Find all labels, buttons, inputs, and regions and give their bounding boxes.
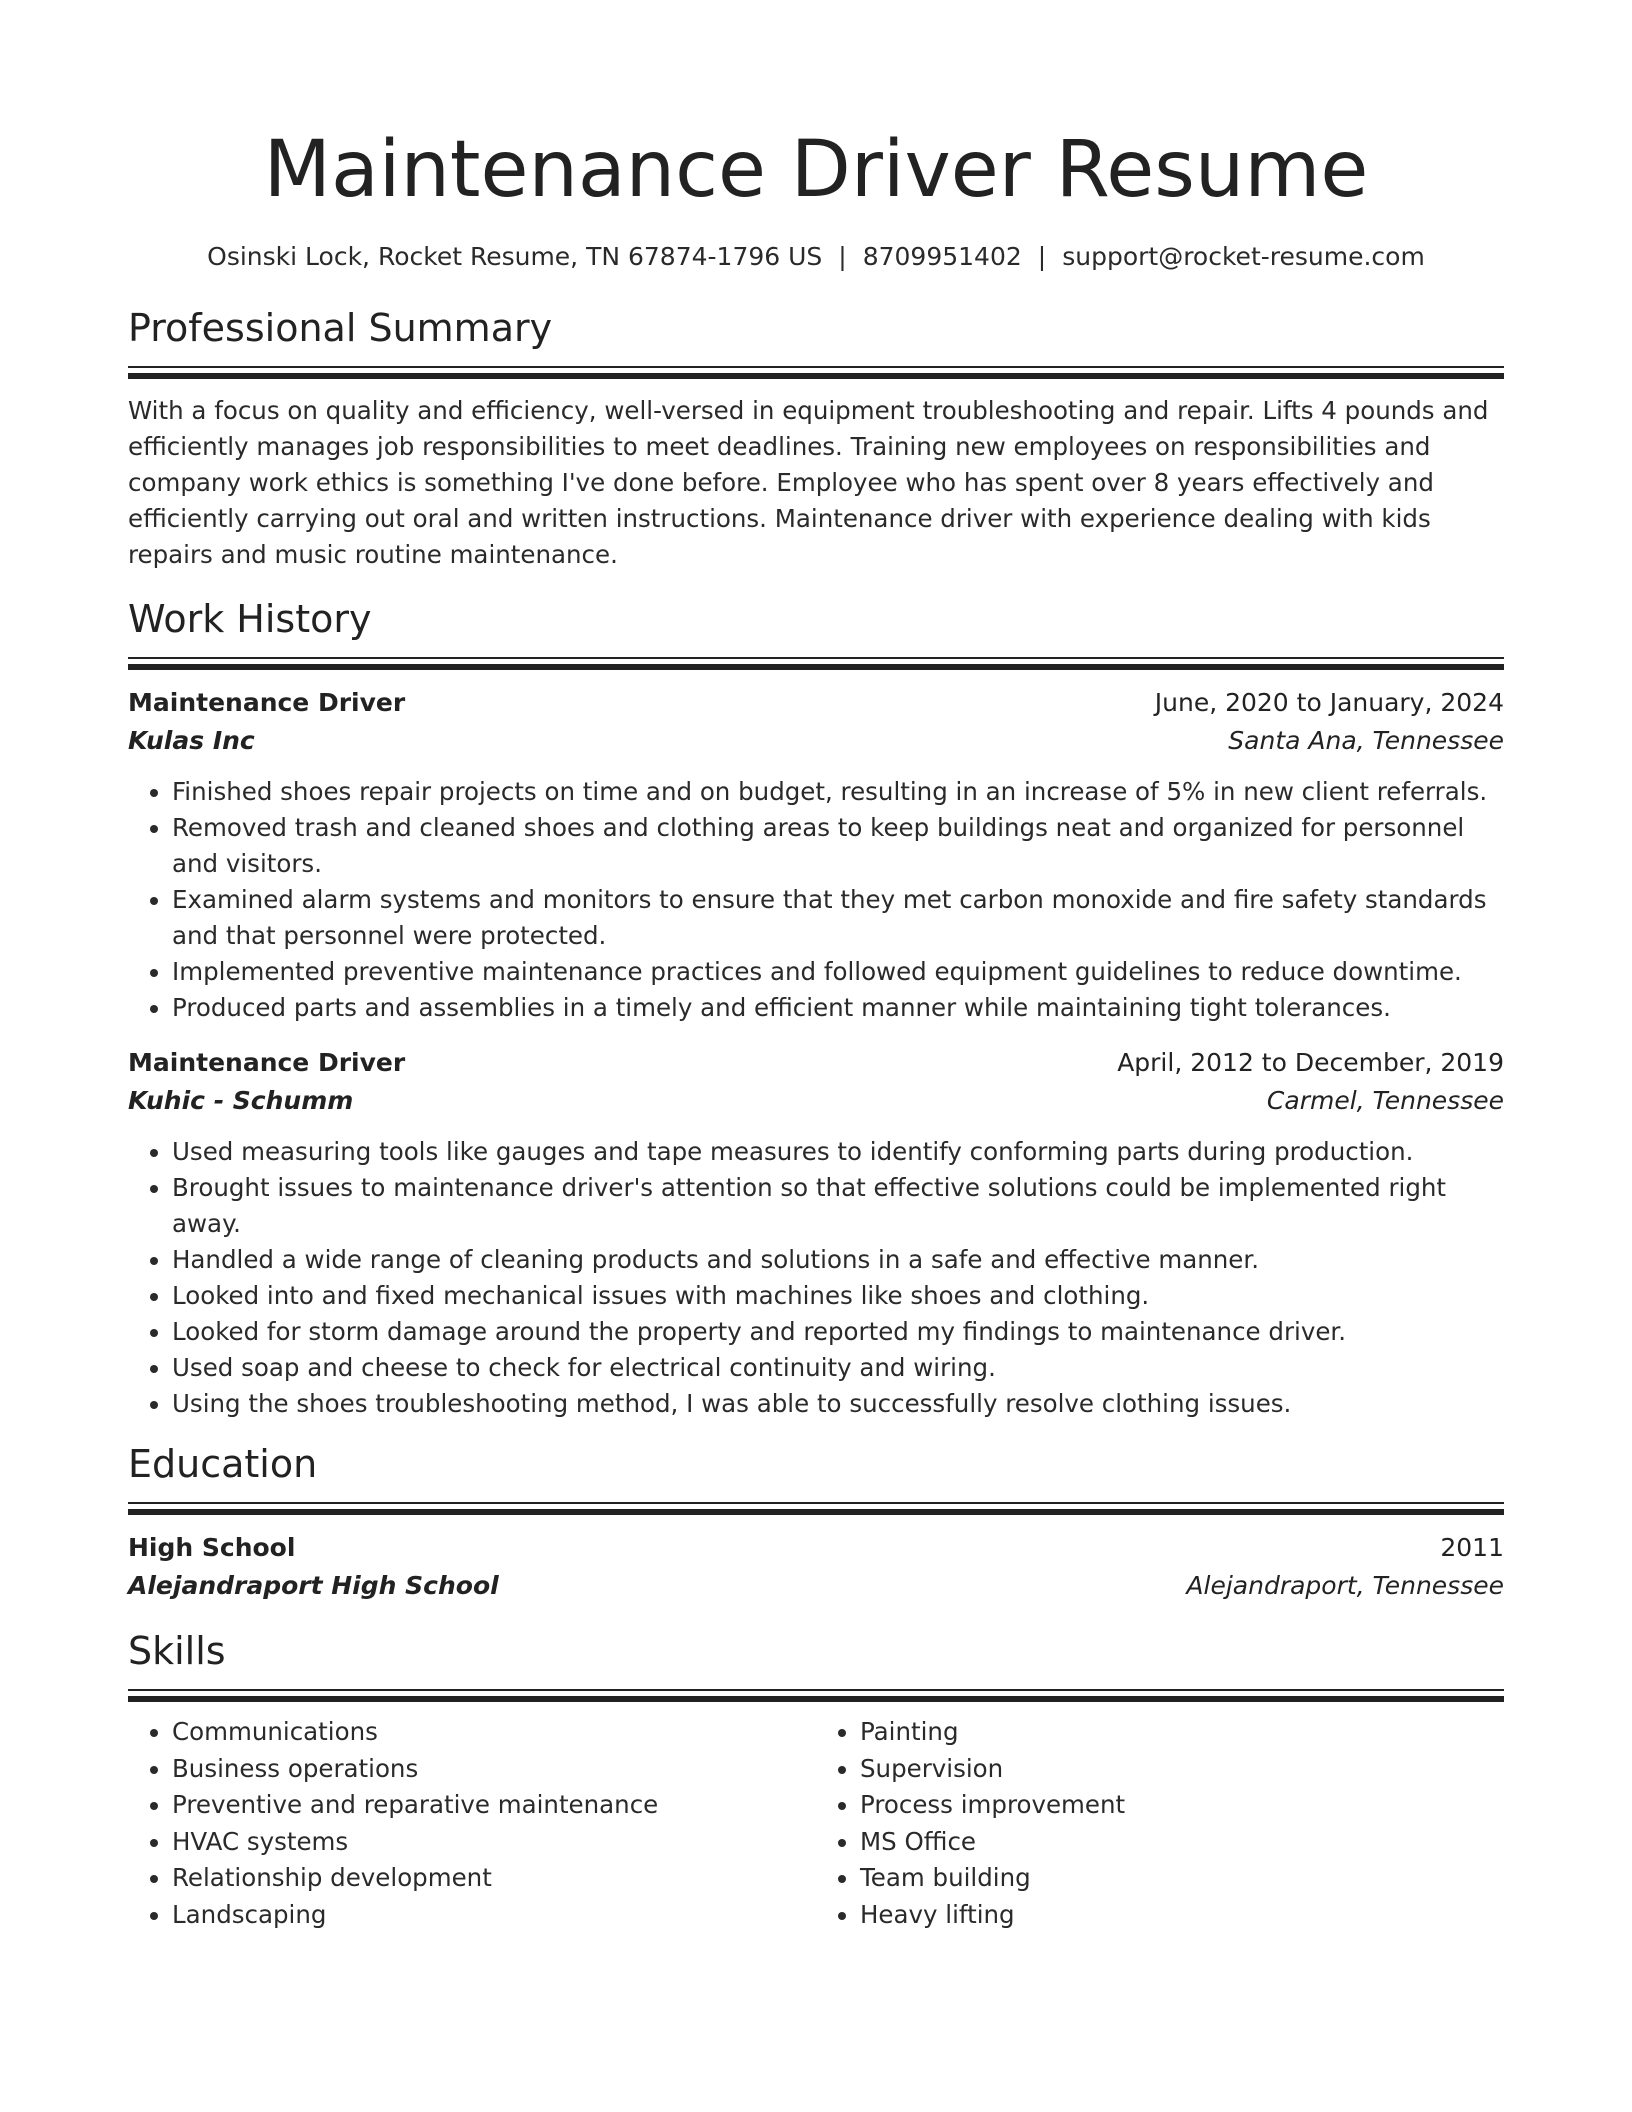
contact-line bbox=[128, 240, 1504, 274]
education-heading: Education bbox=[128, 1442, 318, 1486]
summary-section bbox=[128, 304, 1504, 573]
education-section bbox=[128, 1440, 1504, 1605]
skill-item: • MS Office bbox=[860, 1824, 1504, 1861]
section-divider bbox=[128, 657, 1504, 670]
job-location: Santa Ana, Tennessee bbox=[1228, 726, 1504, 755]
job-dates: April, 2012 to December, 2019 bbox=[1117, 1048, 1504, 1077]
job-location: Carmel, Tennessee bbox=[1266, 1086, 1504, 1115]
summary-text: With a focus on quality and efficiency, well-versed in equipment troubleshooting and repair. Lifts 4 pounds and efficiently manages job responsibilities to meet deadlines. Training new employees on responsibilities and company work ethics is something I've done before. Employee who has spent over 8 years effectively and efficiently carrying out oral and written instructions. Maintenance driver with experience dealing with kids repairs and music routine maintenance. bbox=[128, 396, 1489, 569]
education-entry bbox=[128, 1529, 1504, 1605]
job-title: Maintenance Driver bbox=[128, 1048, 406, 1077]
job-title: Maintenance Driver bbox=[128, 688, 406, 717]
list-item: • Examined alarm systems and monitors to ensure that they met carbon monoxide and fire safety standards and that personnel were protected. bbox=[172, 882, 1504, 954]
job-dates: June, 2020 to January, 2024 bbox=[1154, 688, 1504, 717]
education-year: 2011 bbox=[1440, 1533, 1504, 1562]
skill-item: • Team building bbox=[860, 1860, 1504, 1897]
list-item: • Looked into and fixed mechanical issues with machines like shoes and clothing. bbox=[172, 1278, 1504, 1314]
job-company: Kuhic - Schumm bbox=[128, 1086, 354, 1115]
skill-item: • Business operations bbox=[172, 1751, 816, 1788]
list-item: • Used measuring tools like gauges and tape measures to identify conforming parts during production. bbox=[172, 1134, 1504, 1170]
list-item: • Finished shoes repair projects on time and on budget, resulting in an increase of 5% in new client referrals. bbox=[172, 774, 1504, 810]
contact-address: Osinski Lock, Rocket Resume, TN 67874-1796 US bbox=[207, 242, 823, 271]
education-degree: High School bbox=[128, 1533, 296, 1562]
page-title: Maintenance Driver Resume bbox=[263, 125, 1369, 215]
skill-item: • Process improvement bbox=[860, 1787, 1504, 1824]
education-school: Alejandraport High School bbox=[128, 1571, 499, 1600]
skills-heading: Skills bbox=[128, 1629, 226, 1673]
skill-item: • Painting bbox=[860, 1714, 1504, 1751]
job-bullets bbox=[128, 1134, 1504, 1422]
contact-separator: | bbox=[1037, 242, 1047, 271]
skill-item: • Heavy lifting bbox=[860, 1897, 1504, 1934]
education-location: Alejandraport, Tennessee bbox=[1186, 1571, 1504, 1600]
list-item: • Using the shoes troubleshooting method, I was able to successfully resolve clothing issues. bbox=[172, 1386, 1504, 1422]
contact-phone: 8709951402 bbox=[862, 242, 1022, 271]
skill-item: • HVAC systems bbox=[172, 1824, 816, 1861]
contact-separator: | bbox=[838, 242, 847, 271]
work-history-heading: Work History bbox=[128, 597, 372, 641]
list-item: • Implemented preventive maintenance practices and followed equipment guidelines to reduce downtime. bbox=[172, 954, 1504, 990]
job-entry bbox=[128, 684, 1504, 1026]
list-item: • Removed trash and cleaned shoes and clothing areas to keep buildings neat and organized for personnel and visitors. bbox=[172, 810, 1504, 882]
skill-item: • Relationship development bbox=[172, 1860, 816, 1897]
list-item: • Handled a wide range of cleaning products and solutions in a safe and effective manner. bbox=[172, 1242, 1504, 1278]
skill-item: • Preventive and reparative maintenance bbox=[172, 1787, 816, 1824]
section-divider bbox=[128, 1502, 1504, 1515]
skills-column-right bbox=[816, 1714, 1504, 1933]
job-entry bbox=[128, 1044, 1504, 1422]
skills-section bbox=[128, 1627, 1504, 1933]
skills-column-left bbox=[128, 1714, 816, 1933]
list-item: • Looked for storm damage around the property and reported my findings to maintenance driver. bbox=[172, 1314, 1504, 1350]
work-history-section bbox=[128, 595, 1504, 1422]
skill-item: • Supervision bbox=[860, 1751, 1504, 1788]
contact-email: support@rocket-resume.com bbox=[1062, 242, 1425, 271]
section-divider bbox=[128, 366, 1504, 379]
summary-heading: Professional Summary bbox=[128, 306, 553, 350]
skill-item: • Landscaping bbox=[172, 1897, 816, 1934]
list-item: • Brought issues to maintenance driver's attention so that effective solutions could be implemented right away. bbox=[172, 1170, 1504, 1242]
list-item: • Produced parts and assemblies in a timely and efficient manner while maintaining tight tolerances. bbox=[172, 990, 1504, 1026]
skills-list bbox=[128, 1714, 1504, 1933]
list-item: • Used soap and cheese to check for electrical continuity and wiring. bbox=[172, 1350, 1504, 1386]
job-bullets bbox=[128, 774, 1504, 1026]
job-company: Kulas Inc bbox=[128, 726, 255, 755]
section-divider bbox=[128, 1689, 1504, 1702]
skill-item: • Communications bbox=[172, 1714, 816, 1751]
